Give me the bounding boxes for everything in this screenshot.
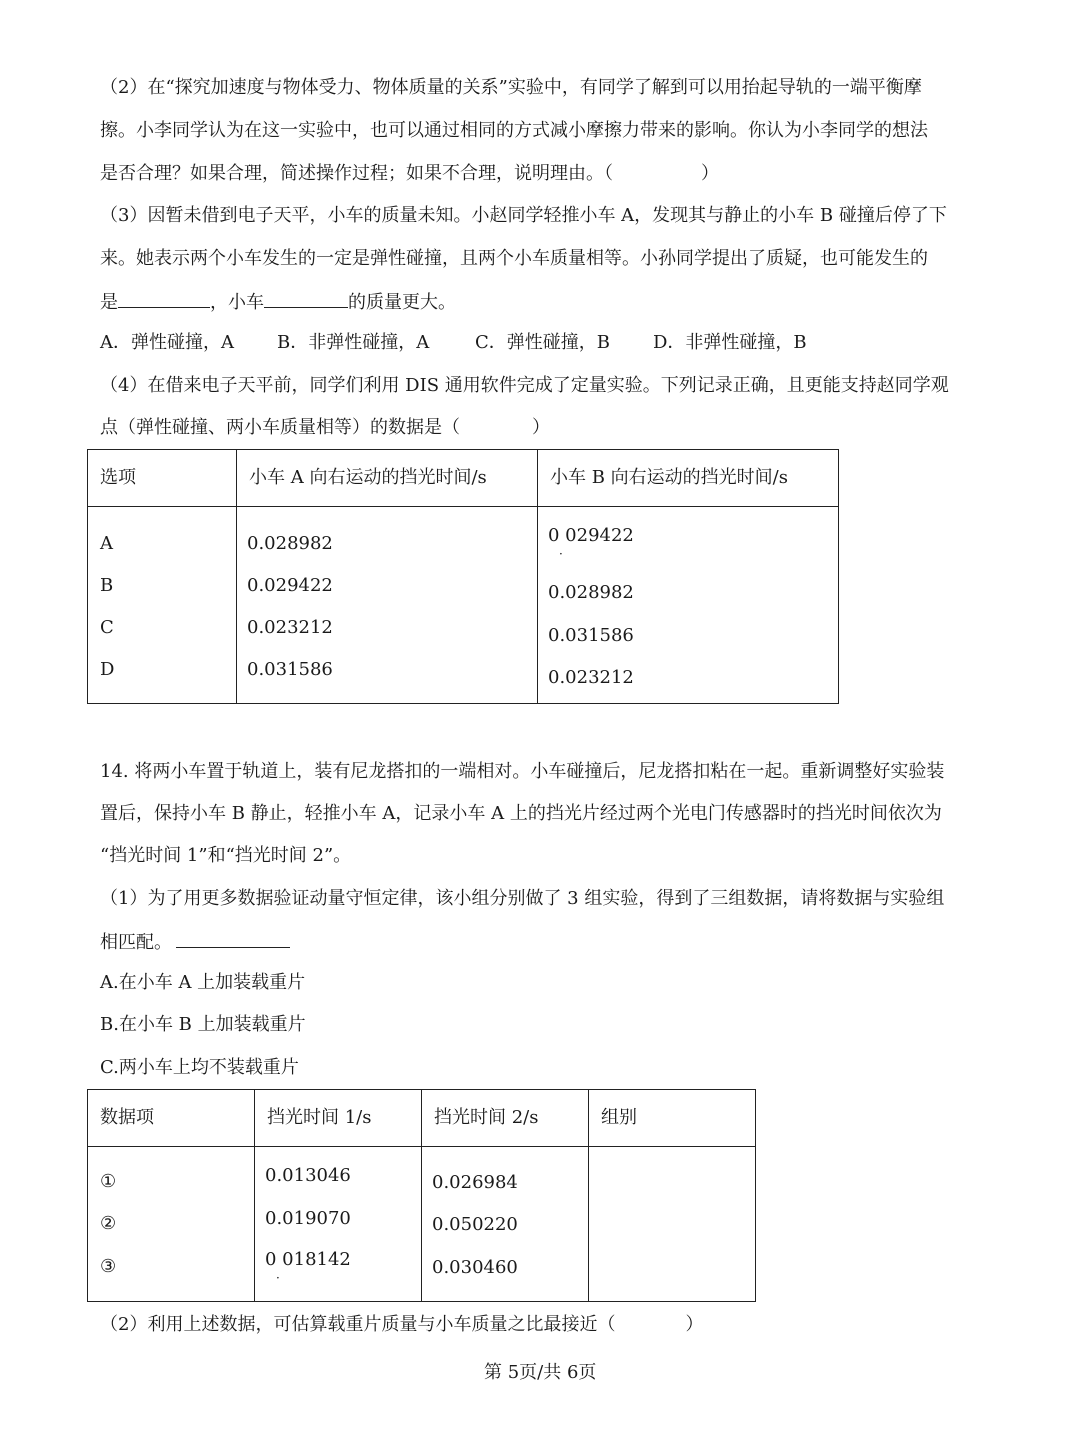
table-data-row (88, 507, 839, 704)
q13-part3-line3 (100, 289, 456, 315)
option-a: A．弹性碰撞，A (100, 332, 234, 353)
q14-line3: “挡光时间 1”和“挡光时间 2”。 (100, 845, 352, 866)
time-2-value: 0.030460 (432, 1257, 518, 1278)
q13-part4-line1: （4）在借来电子天平前，同学们利用 DIS 通用软件完成了定量实验。下列记录正确，且更能支持赵同学观 (100, 375, 949, 396)
fill-blank-1 (118, 289, 210, 308)
car-b-value: 0.031586 (548, 625, 634, 646)
car-b-value: 0.023212 (548, 667, 634, 688)
time-1-value: 0.013046 (265, 1165, 351, 1186)
option-d: D．非弹性碰撞，B (653, 332, 807, 353)
option-column (88, 507, 237, 704)
time-2-column (422, 1147, 589, 1302)
choice-b: B.在小车 B 上加装载重片 (100, 1014, 306, 1035)
data-item-column (88, 1147, 255, 1302)
header-car-a-time: 小车 A 向右运动的挡光时间/s (237, 450, 538, 507)
car-b-value: 0.028982 (548, 582, 634, 603)
car-a-value: 0.028982 (247, 533, 333, 554)
group-column (589, 1147, 756, 1302)
q13-data-table (87, 449, 839, 704)
item-label: ③ (100, 1256, 117, 1277)
q13-options (100, 331, 807, 355)
text-segment: 的质量更大。 (348, 292, 456, 313)
q13-part2-line3 (100, 162, 719, 186)
table-header-row (88, 450, 839, 507)
table-data-row (88, 1147, 756, 1302)
q14-part1-text: 相匹配。 (100, 932, 172, 953)
option-label: C (100, 617, 114, 638)
page-footer: 第 5页/共 6页 (484, 1362, 597, 1383)
fill-blank-3 (176, 929, 290, 948)
car-a-value: 0.023212 (247, 617, 333, 638)
time-2-value: 0.050220 (432, 1214, 518, 1235)
q14-line2: 置后，保持小车 B 静止，轻推小车 A，记录小车 A 上的挡光片经过两个光电门传感器时的挡光时间依次为 (100, 803, 942, 824)
q13-part2-line1: （2）在“探究加速度与物体受力、物体质量的关系”实验中，有同学了解到可以用抬起导轨的一端平衡摩 (100, 77, 922, 98)
time-1-value: 0.019070 (265, 1208, 351, 1229)
q14-data-table (87, 1089, 756, 1302)
car-a-column (237, 507, 538, 704)
q13-part3-line2: 来。她表示两个小车发生的一定是弹性碰撞，且两个小车质量相等。小孙同学提出了质疑，也可能发生的 (100, 248, 928, 269)
table-header-row (88, 1090, 756, 1147)
option-b: B．非弹性碰撞，A (277, 332, 430, 353)
q13-part4-line2 (100, 416, 550, 440)
option-label: B (100, 575, 114, 596)
choice-c: C.两小车上均不装载重片 (100, 1057, 299, 1078)
text-segment: ，小车 (210, 292, 264, 313)
time-2-value: 0.026984 (432, 1172, 518, 1193)
q14-part1-line2 (100, 929, 290, 955)
q13-part2-line2: 擦。小李同学认为在这一实验中，也可以通过相同的方式减小摩擦力带来的影响。你认为小李同学的想法 (100, 120, 928, 141)
fill-blank-2 (264, 289, 348, 308)
option-c: C．弹性碰撞，B (475, 332, 610, 353)
paren-close: ） (701, 163, 719, 184)
header-car-b-time: 小车 B 向右运动的挡光时间/s (538, 450, 839, 507)
header-data-item: 数据项 (88, 1090, 255, 1147)
choice-a: A.在小车 A 上加装载重片 (100, 972, 306, 993)
q14-part1-line1: （1）为了用更多数据验证动量守恒定律，该小组分别做了 3 组实验，得到了三组数据，请将数据与实验组 (100, 888, 945, 909)
item-label: ① (100, 1171, 117, 1192)
decimal-dot: · (276, 1271, 280, 1285)
item-label: ② (100, 1213, 117, 1234)
text-segment: 是 (100, 292, 118, 313)
q14-part2-line (100, 1313, 703, 1337)
header-group: 组别 (589, 1090, 756, 1147)
option-label: D (100, 659, 115, 680)
paren-close: ） (685, 1314, 704, 1335)
car-a-value: 0.031586 (247, 659, 333, 680)
header-time-1: 挡光时间 1/s (255, 1090, 422, 1147)
car-b-value: 0 029422 (548, 525, 634, 546)
q13-part4-question: 点（弹性碰撞、两小车质量相等）的数据是（ (100, 417, 460, 438)
paren-close: ） (532, 417, 550, 438)
option-label: A (100, 533, 113, 554)
header-time-2: 挡光时间 2/s (422, 1090, 589, 1147)
decimal-dot: · (559, 547, 563, 561)
car-b-column (538, 507, 839, 704)
time-1-column (255, 1147, 422, 1302)
q14-part2-question: （2）利用上述数据，可估算载重片质量与小车质量之比最接近（ (100, 1314, 616, 1335)
q13-part3-line1: （3）因暂未借到电子天平，小车的质量未知。小赵同学轻推小车 A，发现其与静止的小车 B 碰撞后停了下 (100, 205, 947, 226)
car-a-value: 0.029422 (247, 575, 333, 596)
time-1-value: 0 018142 (265, 1249, 351, 1270)
header-option: 选项 (88, 450, 237, 507)
q13-part2-question: 是否合理？如果合理，简述操作过程；如果不合理，说明理由。（ (100, 163, 613, 184)
q14-line1: 14. 将两小车置于轨道上，装有尼龙搭扣的一端相对。小车碰撞后，尼龙搭扣粘在一起。重新调整好实验装 (100, 761, 945, 782)
